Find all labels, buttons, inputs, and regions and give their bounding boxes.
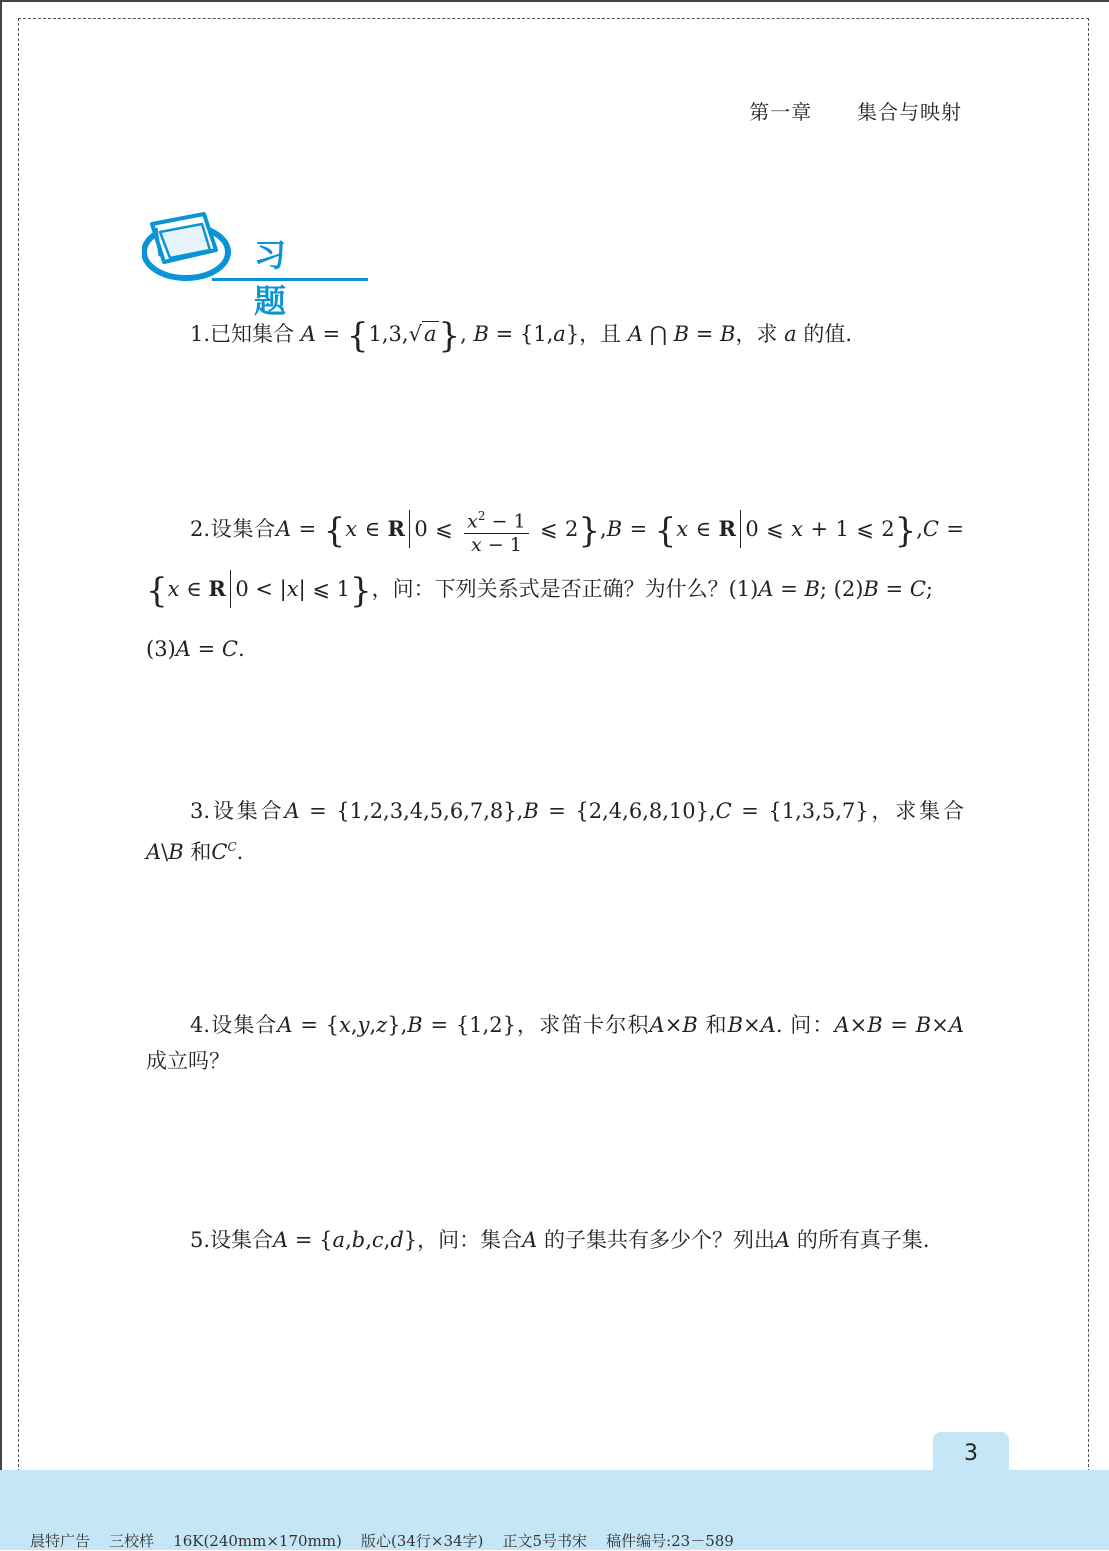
left-border bbox=[0, 0, 2, 1550]
running-header bbox=[749, 96, 962, 125]
problem-text: 的所有真子集. bbox=[796, 1228, 930, 1252]
problem-1: 1.已知集合 A = {1,3,√a}, B = {1,a}，且 A ⋂ B = B，求 a 的值. bbox=[190, 316, 853, 356]
problem-number: 2. bbox=[190, 517, 211, 541]
problem-text: ，求集合 bbox=[868, 799, 965, 823]
problem-text: 设集合 bbox=[210, 1228, 274, 1252]
problem-text: 和 bbox=[705, 1013, 728, 1037]
page-number: 3 bbox=[933, 1432, 1009, 1476]
problem-2: 2.设集合A = {x ∈ R 0 ⩽ $\frac{x^2 - 1}{x - 1}$ ⩽ 2},B = {x ∈ R 0 ⩽ x + 1 ⩽ 2},C = {x ∈ R 0 < |x| ⩽ 1}，问：下列关系式是否正确？为什么？(1)A = B; (2)B = C; (3)A = C. bbox=[146, 500, 964, 678]
problem-text: 设集合 bbox=[210, 799, 285, 823]
problem-number: 5. bbox=[190, 1228, 211, 1252]
problem-text: 已知集合 bbox=[210, 322, 295, 346]
chapter-number: 第一章 bbox=[749, 100, 813, 124]
problem-text: . 问： bbox=[775, 1013, 835, 1037]
problem-text: ，问：下列关系式是否正确？为什么？ bbox=[371, 577, 729, 601]
problem-3: 3.设集合A = {1,2,3,4,5,6,7,8},B = {2,4,6,8,10},C = {1,3,5,7}，求集合 A\B 和$C^C$. bbox=[146, 799, 965, 864]
problem-text: 设集合 bbox=[210, 1013, 278, 1037]
problem-text: ，且 bbox=[579, 322, 622, 346]
print-imprint: 晨特广告 三校样 16K(240mm×170mm) 版心(34行×34字) 正文5号书宋 稿件编号:23－589 bbox=[30, 1532, 734, 1550]
problem-text: ，求 bbox=[735, 322, 778, 346]
chapter-title: 集合与映射 bbox=[857, 100, 962, 124]
section-heading bbox=[142, 210, 368, 320]
problem-text: 成立吗？ bbox=[146, 1049, 230, 1073]
problem-5: 5.设集合A = {a,b,c,d}，问：集合A 的子集共有多少个？列出A 的所有真子集. bbox=[190, 1228, 930, 1252]
problem-text: 的子集共有多少个？列出 bbox=[544, 1228, 776, 1252]
section-title: 习题 bbox=[254, 236, 327, 320]
problem-text: 的值. bbox=[803, 322, 853, 346]
problem-text: ，问：集合 bbox=[417, 1228, 523, 1252]
problem-text: ，求笛卡尔积 bbox=[515, 1013, 650, 1037]
problem-4: 4.设集合A = {x,y,z},B = {1,2}，求笛卡尔积A×B 和B×A. 问：A×B = B×A 成立吗？ bbox=[146, 1013, 964, 1073]
problem-number: 3. bbox=[190, 799, 211, 823]
problem-text: 和 bbox=[190, 840, 212, 864]
notebook-icon bbox=[142, 210, 252, 284]
problem-text: 设集合 bbox=[210, 517, 276, 541]
problem-number: 1. bbox=[190, 322, 211, 346]
problem-number: 4. bbox=[190, 1013, 211, 1037]
title-underline bbox=[212, 278, 368, 281]
top-border bbox=[0, 0, 1109, 2]
